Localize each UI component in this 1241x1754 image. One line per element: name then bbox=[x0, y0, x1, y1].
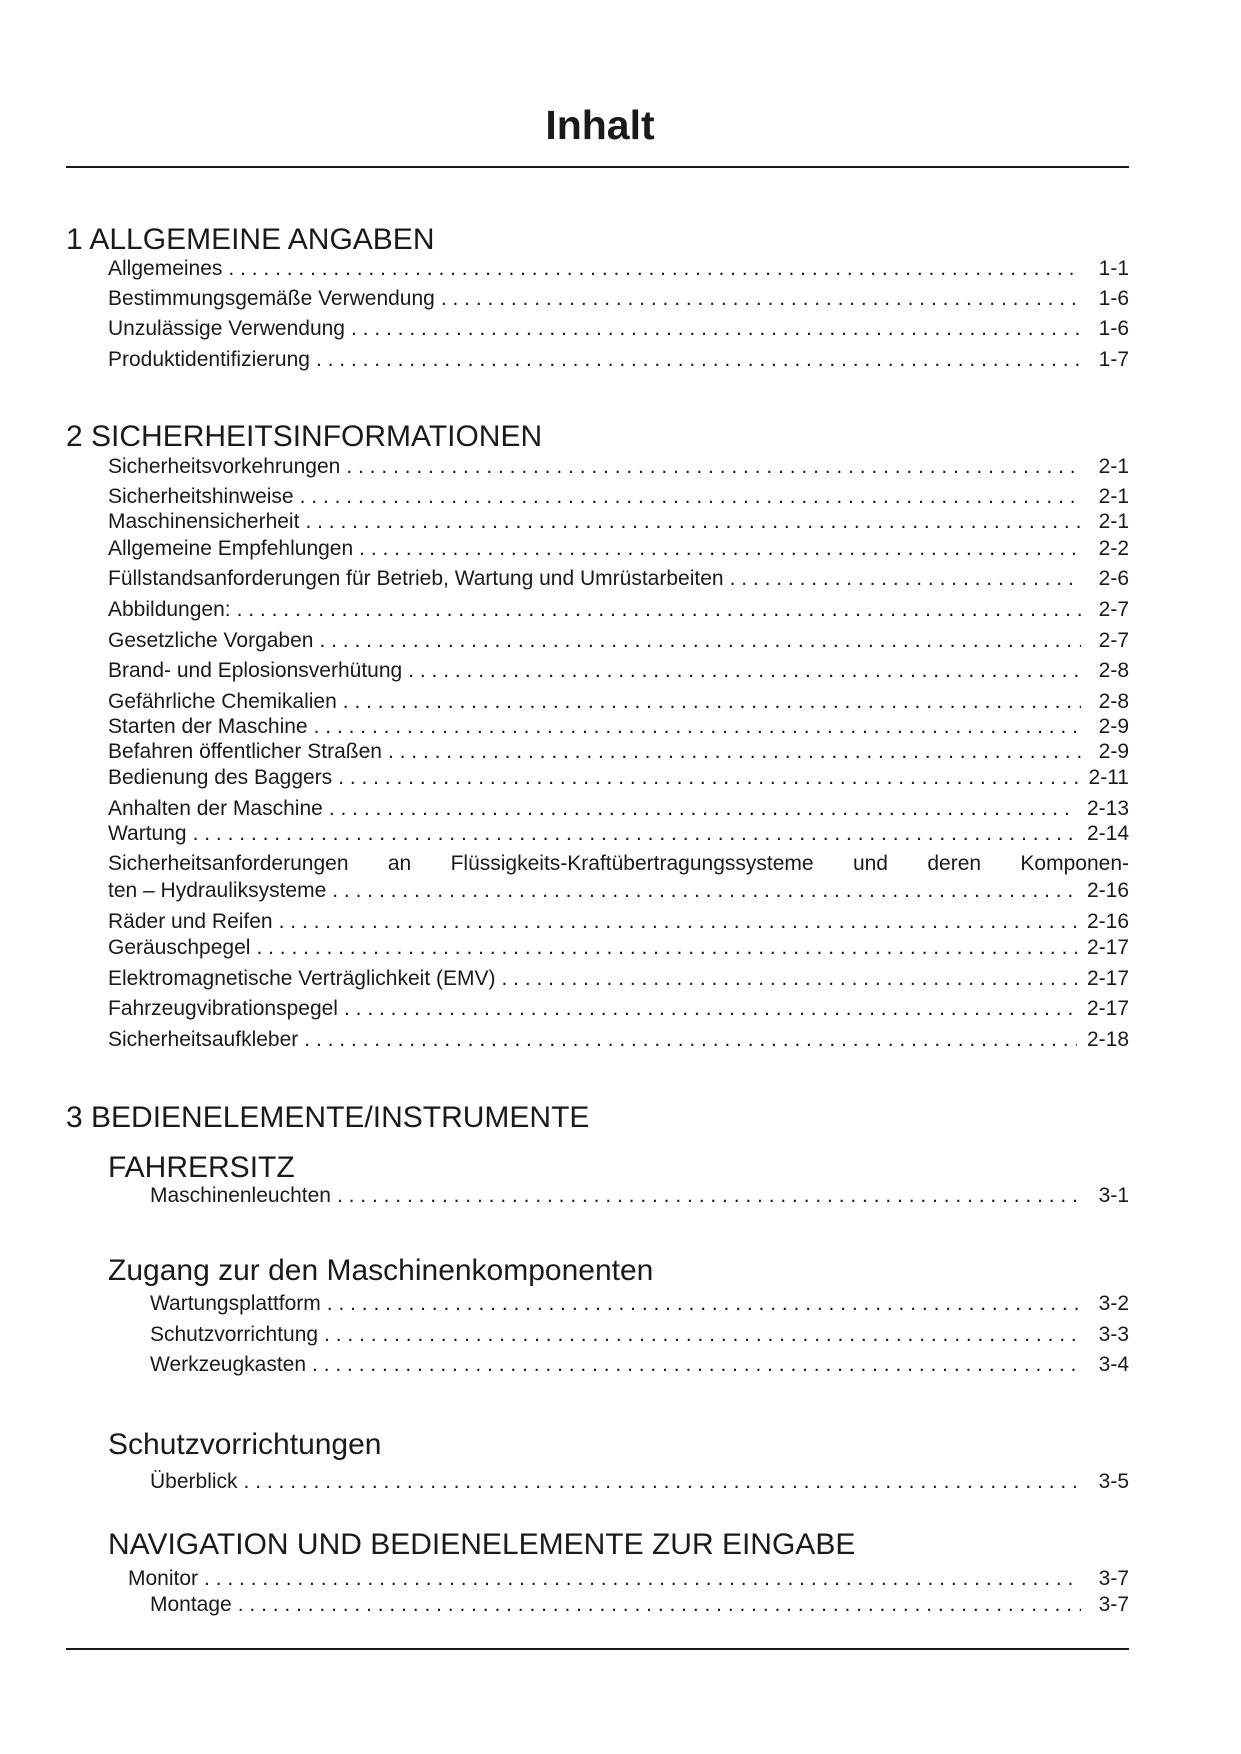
toc-entry[interactable]: Bedienung des Baggers . . . 2-11 bbox=[108, 765, 1129, 791]
toc-entry[interactable]: Maschinenleuchten . . . 3-1 bbox=[150, 1183, 1129, 1209]
toc-entry[interactable]: Produktidentifizierung . . . 1-7 bbox=[108, 347, 1129, 373]
toc-entry[interactable]: Abbildungen: . . . 2-7 bbox=[108, 597, 1129, 623]
section-1-heading: 1 ALLGEMEINE ANGABEN bbox=[66, 223, 435, 256]
toc-entry-continued-line: Sicherheitsanforderungen an Flüssigkeits-Kraftübertragungssysteme und deren Komponen- bbox=[108, 852, 1129, 875]
toc-entry[interactable]: Brand- und Eplosionsverhütung . . . 2-8 bbox=[108, 658, 1129, 684]
toc-entry[interactable]: Fahrzeugvibrationspegel . . . 2-17 bbox=[108, 996, 1129, 1022]
toc-entry[interactable]: Werkzeugkasten . . . 3-4 bbox=[150, 1352, 1129, 1378]
toc-entry[interactable]: Sicherheitsaufkleber . . . 2-18 bbox=[108, 1027, 1129, 1053]
bottom-rule bbox=[66, 1648, 1129, 1650]
page-title: Inhalt bbox=[545, 102, 655, 148]
toc-entry[interactable]: Anhalten der Maschine . . . 2-13 bbox=[108, 796, 1129, 822]
toc-entry[interactable]: Allgemeine Empfehlungen . . . 2-2 bbox=[108, 536, 1129, 562]
toc-entry[interactable]: Elektromagnetische Verträglichkeit (EMV) . . . 2-17 bbox=[108, 966, 1129, 992]
toc-entry[interactable]: Sicherheitsvorkehrungen . . . 2-1 bbox=[108, 454, 1129, 480]
toc-entry[interactable]: Gesetzliche Vorgaben . . . 2-7 bbox=[108, 628, 1129, 654]
toc-entry[interactable]: Füllstandsanforderungen für Betrieb, Wartung und Umrüstarbeiten . . . 2-6 bbox=[108, 566, 1129, 592]
toc-entry[interactable]: Sicherheitshinweise . . . 2-1 bbox=[108, 484, 1129, 510]
toc-entry[interactable]: Befahren öffentlicher Straßen . . . 2-9 bbox=[108, 739, 1129, 765]
toc-entry[interactable]: Unzulässige Verwendung . . . 1-6 bbox=[108, 316, 1129, 342]
subsection-heading: FAHRERSITZ bbox=[108, 1151, 295, 1184]
toc-entry[interactable]: Gefährliche Chemikalien . . . 2-8 bbox=[108, 689, 1129, 715]
section-3-heading: 3 BEDIENELEMENTE/INSTRUMENTE bbox=[66, 1101, 590, 1134]
toc-entry[interactable]: ten – Hydrauliksysteme . . . 2-16 bbox=[108, 878, 1129, 904]
toc-entry[interactable]: Geräuschpegel . . . 2-17 bbox=[108, 935, 1129, 961]
section-2-heading: 2 SICHERHEITSINFORMATIONEN bbox=[66, 420, 543, 453]
toc-entry[interactable]: Montage . . . 3-7 bbox=[150, 1592, 1129, 1618]
toc-entry[interactable]: Räder und Reifen . . . 2-16 bbox=[108, 909, 1129, 935]
toc-entry[interactable]: Bestimmungsgemäße Verwendung . . . 1-6 bbox=[108, 286, 1129, 312]
toc-entry[interactable]: Maschinensicherheit . . . 2-1 bbox=[108, 509, 1129, 535]
subsection-heading: Schutzvorrichtungen bbox=[108, 1428, 382, 1461]
toc-entry[interactable]: Schutzvorrichtung . . . 3-3 bbox=[150, 1322, 1129, 1348]
toc-entry[interactable]: Überblick . . . 3-5 bbox=[150, 1469, 1129, 1495]
toc-entry[interactable]: Wartung . . . 2-14 bbox=[108, 821, 1129, 847]
toc-entry[interactable]: Allgemeines . . . 1-1 bbox=[108, 256, 1129, 282]
toc-entry[interactable]: Monitor . . . 3-7 bbox=[128, 1566, 1129, 1592]
toc-entry[interactable]: Wartungsplattform . . . 3-2 bbox=[150, 1291, 1129, 1317]
toc-entry[interactable]: Starten der Maschine . . . 2-9 bbox=[108, 714, 1129, 740]
subsection-heading: NAVIGATION UND BEDIENELEMENTE ZUR EINGABE bbox=[108, 1528, 856, 1561]
subsection-heading: Zugang zur den Maschinenkomponenten bbox=[108, 1254, 654, 1287]
